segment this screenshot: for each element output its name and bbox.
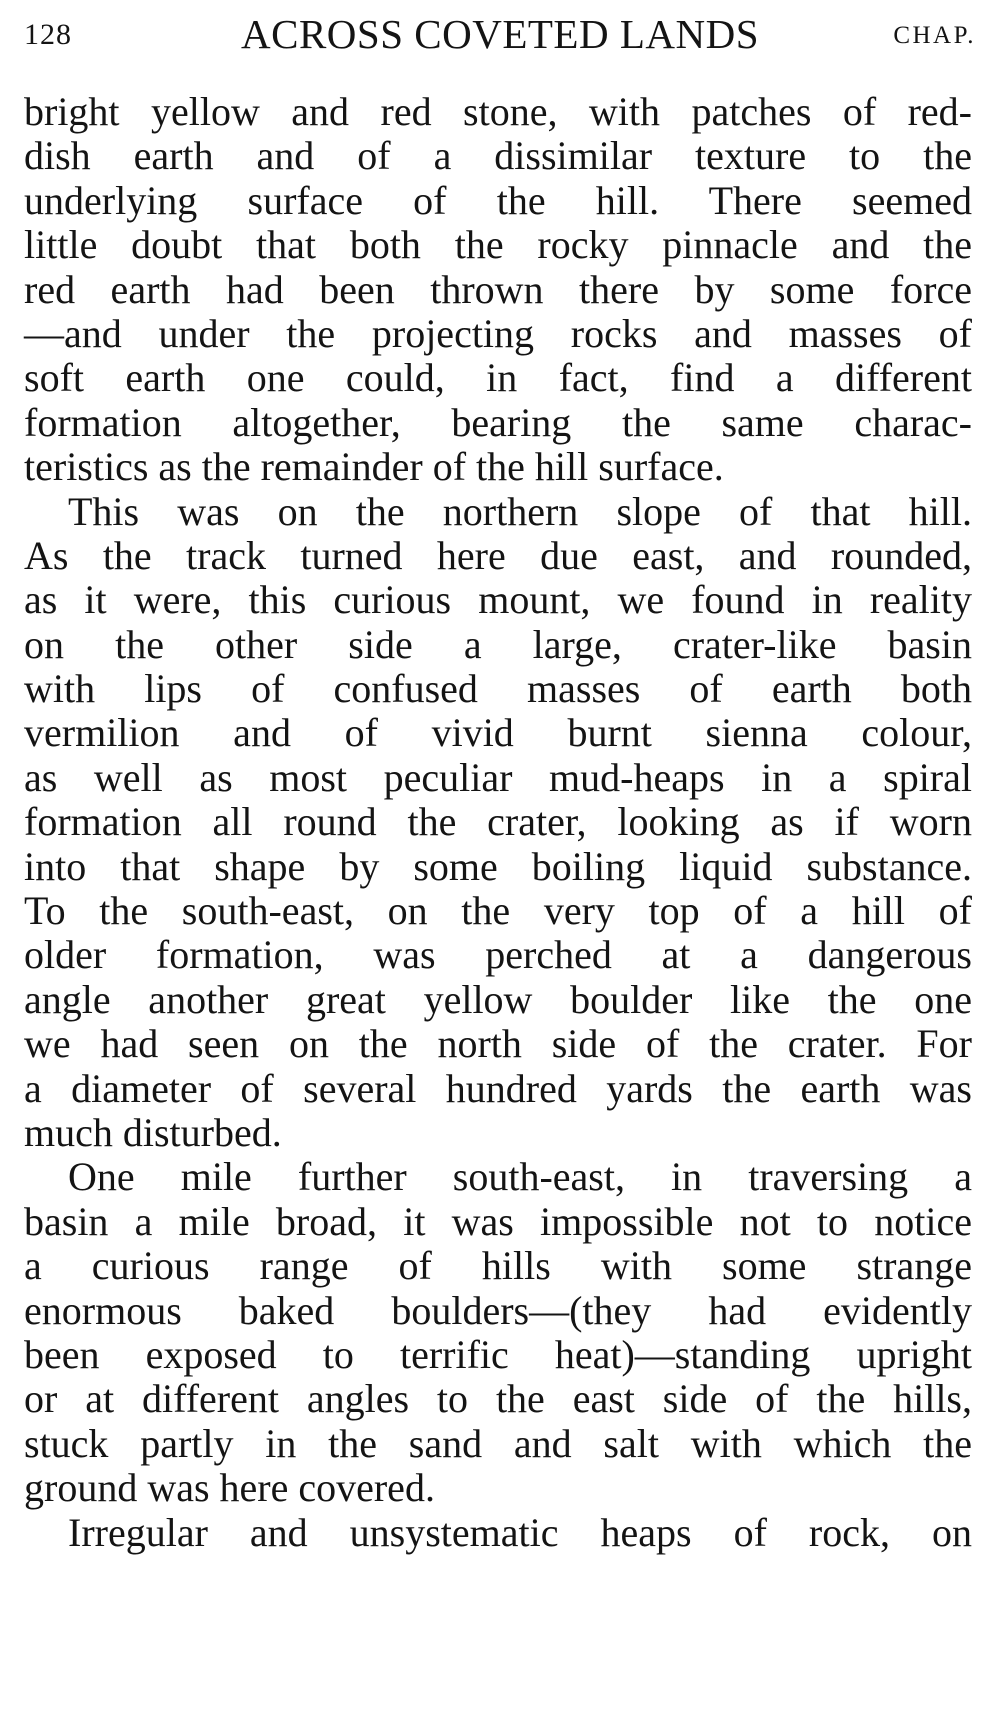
text-line: into that shape by some boiling liquid substance. xyxy=(24,843,972,889)
text-line: As the track turned here due east, and rounded, xyxy=(24,532,972,578)
text-line: a diameter of several hundred yards the earth was xyxy=(24,1065,972,1111)
text-line: as well as most peculiar mud-heaps in a spiral xyxy=(24,754,972,800)
paragraph-end-line: teristics as the remainder of the hill surface. xyxy=(24,444,724,490)
paragraph-first-line: This was on the northern slope of that hill. xyxy=(68,488,972,534)
running-head xyxy=(24,10,976,62)
text-line: or at different angles to the east side of the hills, xyxy=(24,1376,972,1422)
text-line: red earth had been thrown there by some force xyxy=(24,266,972,312)
text-line: angle another great yellow boulder like the one xyxy=(24,976,972,1022)
body-text xyxy=(24,90,972,1555)
text-line: bright yellow and red stone, with patches of red- xyxy=(24,89,972,134)
paragraph-end-line: much disturbed. xyxy=(24,1109,282,1155)
page-number: 128 xyxy=(24,18,72,51)
paragraph-first-line: Irregular and unsystematic heaps of rock, on xyxy=(68,1509,972,1555)
text-line: older formation, was perched at a dangerous xyxy=(24,932,972,978)
paragraph-end-line: ground was here covered. xyxy=(24,1465,435,1511)
text-line: vermilion and of vivid burnt sienna colour, xyxy=(24,710,972,756)
text-line: been exposed to terrific heat)—standing upright xyxy=(24,1331,972,1377)
text-line: with lips of confused masses of earth both xyxy=(24,666,972,712)
paragraph-first-line: One mile further south-east, in traversing a xyxy=(68,1154,972,1200)
text-line: underlying surface of the hill. There seemed xyxy=(24,177,972,223)
text-line: formation all round the crater, looking as if worn xyxy=(24,799,972,845)
text-line: little doubt that both the rocky pinnacle and the xyxy=(24,222,972,268)
text-line: dish earth and of a dissimilar texture to the xyxy=(24,133,972,179)
book-title: ACROSS COVETED LANDS xyxy=(241,11,759,57)
text-line: on the other side a large, crater-like basin xyxy=(24,621,972,667)
text-line: enormous baked boulders—(they had evidently xyxy=(24,1287,972,1333)
text-line: a curious range of hills with some strange xyxy=(24,1243,972,1289)
text-line: stuck partly in the sand and salt with which the xyxy=(24,1420,972,1466)
chapter-label: CHAP. xyxy=(893,22,976,49)
text-line: basin a mile broad, it was impossible not to notice xyxy=(24,1198,972,1244)
text-line: we had seen on the north side of the crater. For xyxy=(24,1021,972,1067)
text-line: —and under the projecting rocks and masses of xyxy=(24,310,972,356)
text-line: as it were, this curious mount, we found in reality xyxy=(24,577,972,623)
text-line: formation altogether, bearing the same charac- xyxy=(24,399,972,445)
text-line: soft earth one could, in fact, find a different xyxy=(24,355,972,401)
text-line: To the south-east, on the very top of a hill of xyxy=(24,888,972,934)
